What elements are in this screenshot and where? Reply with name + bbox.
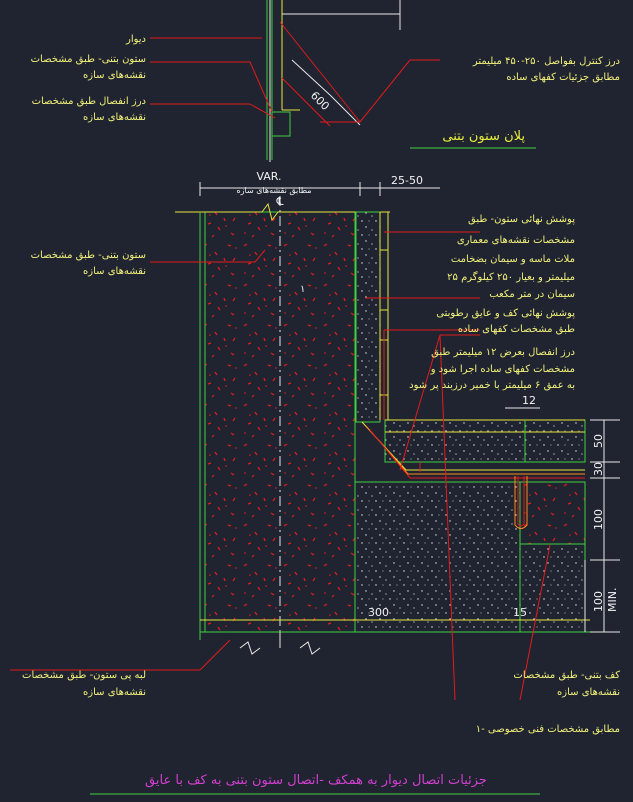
dim-25-50: 25-50 bbox=[391, 174, 423, 187]
dim-15: 15 bbox=[513, 606, 527, 619]
plan-label-control-joint-2: مطابق جزئیات کفهای ساده bbox=[506, 72, 620, 83]
plan-label-wall: دیوار bbox=[125, 34, 146, 45]
label-joint-2: مشخصات کفهای ساده اجرا شود و bbox=[430, 364, 575, 375]
plan-label-joint-2: نقشه‌های سازه bbox=[83, 112, 146, 123]
label-column-section-2: نقشه‌های سازه bbox=[83, 266, 146, 277]
label-concrete-floor: کف بتنی- طبق مشخصات bbox=[513, 670, 620, 681]
label-mortar-2: ۲۵ میلیمتر و بعیار ۲۵۰ کیلوگرم bbox=[447, 272, 575, 283]
plan-view bbox=[150, 0, 536, 162]
section-left-labels bbox=[31, 250, 146, 277]
dim-50: 50 bbox=[592, 434, 605, 448]
dim-300: 300 bbox=[368, 606, 389, 619]
label-concrete-floor-2: نقشه‌های سازه bbox=[557, 687, 620, 698]
plan-label-control-joint: درز کنترل بفواصل ۲۵۰-۴۵۰ میلیمتر bbox=[472, 56, 620, 67]
plan-label-column: ستون بتنی- طبق مشخصات bbox=[30, 54, 146, 65]
plan-left-labels bbox=[31, 34, 146, 123]
label-floor-finish-2: طبق مشخصات کفهای ساده bbox=[457, 324, 575, 335]
dim-12: 12 bbox=[522, 394, 536, 407]
dim-var-sub: مطابق نقشه‌های سازه bbox=[236, 186, 312, 195]
plan-label-joint: درز انفصال طبق مشخصات bbox=[31, 96, 146, 107]
label-joint: درز انفصال بعرض ۱۲ میلیمتر طبق bbox=[431, 347, 575, 358]
bottom-labels bbox=[22, 670, 620, 735]
label-finish-column: پوشش نهائی ستون- طبق bbox=[467, 214, 575, 225]
main-title-block bbox=[90, 773, 540, 794]
dim-30: 30 bbox=[592, 462, 605, 476]
plan-right-labels bbox=[472, 56, 620, 83]
dim-var: VAR. bbox=[256, 170, 282, 183]
dim-100: 100 bbox=[592, 509, 605, 530]
label-finish-column-2: مشخصات نقشه‌های معماری bbox=[456, 235, 575, 246]
plan-dim-600: 600 bbox=[307, 88, 332, 113]
section-header-dims bbox=[200, 170, 440, 208]
plan-title: پلان ستون بتنی bbox=[442, 129, 525, 144]
label-floor-finish: پوشش نهائی کف و عایق رطوبتی bbox=[436, 308, 575, 319]
plan-label-column-2: نقشه‌های سازه bbox=[83, 70, 146, 81]
dim-min: MIN. bbox=[606, 587, 619, 612]
dim-100-min: 100 bbox=[592, 591, 605, 612]
marker-1: ۱ bbox=[300, 284, 306, 295]
label-footing-edge: لبه پی ستون- طبق مشخصات bbox=[22, 670, 146, 681]
label-mortar-3: سیمان در متر مکعب bbox=[489, 289, 575, 300]
label-mortar: ملات ماسه و سیمان بضخامت bbox=[450, 254, 575, 265]
main-title: جزئیات اتصال دیوار به همکف -اتصال ستون بتنی به کف با عایق bbox=[145, 773, 487, 788]
label-footing-edge-2: نقشه‌های سازه bbox=[83, 687, 146, 698]
label-column-section: ستون بتنی- طبق مشخصات bbox=[30, 250, 146, 261]
centerline-mark: ℄ bbox=[276, 195, 284, 208]
label-joint-3: به عمق ۶ میلیمتر با خمیر درزبند پر شود bbox=[409, 380, 575, 391]
section-right-labels bbox=[409, 214, 575, 391]
note-1: ۱- مطابق مشخصات فنی خصوصی bbox=[475, 724, 620, 735]
